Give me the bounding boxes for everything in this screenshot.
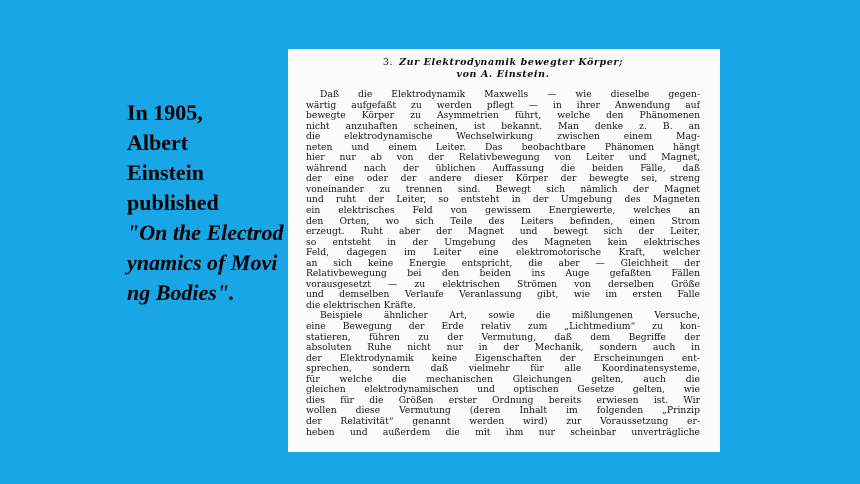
paper-line: und demselben Verlaufe Veranlassung gibt, wie im ersten Falle: [306, 290, 700, 301]
paper-line: für welche die mechanischen Gleichungen gelten, auch die: [306, 374, 700, 385]
intro-line: Einstein: [127, 160, 205, 185]
slide-text: [127, 98, 287, 308]
paper-title: [306, 57, 700, 81]
paper-line: nicht anzuhaften scheinen, ist bekannt. Man denke z. B. an: [306, 121, 700, 132]
paper-line: dies für die Größen erster Ordnung bereits erwiesen ist. Wir: [306, 395, 700, 406]
paper-line: an sich keine Energie entspricht, die aber — Gleichheit der: [306, 258, 700, 269]
paper-line: gleichen elektrodynamischen und optischen Gesetze gelten, wie: [306, 385, 700, 396]
paper-line: eine Bewegung der Erde relativ zum „Lichtmedium“ zu kon-: [306, 322, 700, 333]
paper-line: statieren, führen zu der Vermutung, daß dem Begriffe der: [306, 332, 700, 343]
paper-line: die elektrodynamische Wechselwirkung zwischen einem Mag-: [306, 132, 700, 143]
paper-line: sprechen, sondern daß vielmehr für alle Koordinatensysteme,: [306, 364, 700, 375]
paper-line: der Relativität“ genannt werden wird) zur Voraussetzung er-: [306, 416, 700, 427]
paper-line: heben und außerdem die mit ihm nur scheinbar unverträgliche: [306, 427, 700, 438]
paper-line: Relativbewegung bei den beiden ins Auge gefaßten Fällen: [306, 269, 700, 280]
paper-line: ein elektrisches Feld von gewissem Energiewerte, welches an: [306, 206, 700, 217]
paper-line: so entsteht in der Umgebung des Magneten kein elektrisches: [306, 237, 700, 248]
paper-line: den Orten, wo sich Teile des Leiters befinden, einen Strom: [306, 216, 700, 227]
paper-line: Beispiele ähnlicher Art, sowie die mißlungenen Versuche,: [320, 311, 700, 322]
paper-line: Daß die Elektrodynamik Maxwells — wie dieselbe gegen-: [320, 90, 700, 100]
work-title: "On the Electrodynamics of Moving Bodies".: [127, 220, 284, 305]
paper-line: hier nur ab von der Relativbewegung von Leiter und Magnet,: [306, 153, 700, 164]
paper-line: die elektrischen Kräfte.: [306, 300, 416, 311]
paper-line: bewegte Körper zu Asymmetrien führt, welche den Phänomenen: [306, 111, 700, 122]
paper-body: [306, 90, 700, 438]
intro-line: In 1905,: [127, 100, 203, 125]
intro-line: published: [127, 190, 219, 215]
intro-line: Albert: [127, 130, 189, 155]
paper-line: wollen diese Vermutung (deren Inhalt im folgenden „Prinzip: [306, 406, 700, 417]
paper-title-line1: Zur Elektrodynamik bewegter Körper;: [399, 57, 624, 68]
paper-line: erzeugt. Ruht aber der Magnet und bewegt sich der Leiter,: [306, 227, 700, 238]
paper-line: vorausgesetzt — zu elektrischen Strömen von derselben Größe: [306, 279, 700, 290]
paper-scan: [288, 49, 720, 452]
paper-line: während nach der üblichen Auffassung die beiden Fälle, daß: [306, 163, 700, 174]
paper-line: und ruht der Leiter, so entsteht in der Umgebung des Magneten: [306, 195, 700, 206]
section-number: 3.: [382, 57, 394, 68]
paper-line: voneinander zu trennen sind. Bewegt sich nämlich der Magnet: [306, 184, 700, 195]
paper-line: absoluten Ruhe nicht nur in der Mechanik, sondern auch in: [306, 343, 700, 354]
paper-line: Feld, dagegen im Leiter eine elektromotorische Kraft, welcher: [306, 248, 700, 259]
paper-line: wärtig aufgefaßt zu werden pflegt — in ihrer Anwendung auf: [306, 100, 700, 111]
paper-line: neten und einem Leiter. Das beobachtbare Phänomen hängt: [306, 142, 700, 153]
paper-title-line2: von A. Einstein.: [456, 69, 550, 80]
paper-line: der eine oder der andere dieser Körper der bewegte sei, streng: [306, 174, 700, 185]
paper-line: der Elektrodynamik keine Eigenschaften der Erscheinungen ent-: [306, 353, 700, 364]
